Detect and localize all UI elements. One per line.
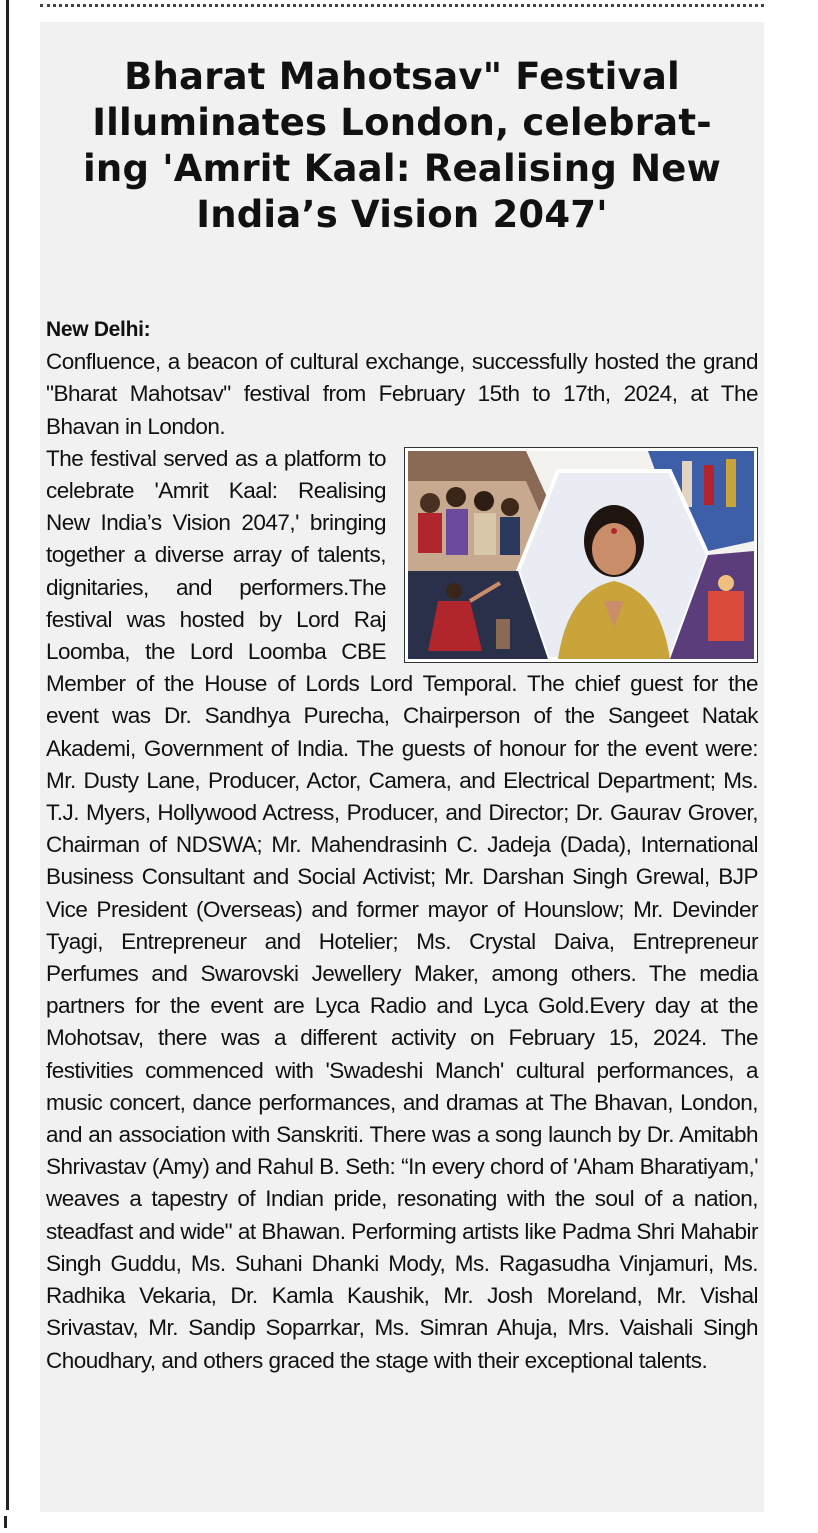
paragraph-main: The festival served as a platform to celebrate 'Amrit Kaal: Realising New India’s Vision 2047,' bringing together a diverse array of talents, dignitaries, and performers.The festival was hosted by Lord Raj Loomba, the Lord Loomba CBE Member of the House of Lords Lord Temporal. The chief guest for the event was Dr. Sandhya Purecha, Chairperson of the Sangeet Natak Akademi, Government of India. The guests of honour for the event were: Mr. Dusty Lane, Producer, Actor, Camera, and Electrical Department; Ms. T.J. Myers, Hollywood Actress, Producer, and Director; Dr. Gaurav Grover, Chairman of NDSWA; Mr. Mahendrasinh C. Jadeja (Dada), International Business Consultant and Social Activist; Mr. Darshan Singh Grewal, BJP Vice President (Overseas) and former mayor of Hounslow; Mr. Devinder Tyagi, Entrepreneur and Hotelier; Ms. Crystal Daiva, Entrepreneur Perfumes and Swarovski Jewellery Maker, among others. The media partners for the event are Lyca Radio and Lyca Gold.Every day at the Mohotsav, there was a different activity on February 15, 2024. The festivities commenced with 'Swadeshi Manch' cultural performances, a music concert, dance performances, and dramas at The Bhavan, London, and an association with Sanskriti. There was a song launch by Dr. Amitabh Shrivastav (Amy) and Rahul B. Seth: “In every chord of 'Aham Bharatiyam,' weaves a tapestry of Indian pride, resonating with the soul of a nation, steadfast and wide" at Bhawan. Performing artists like Padma Shri Mahabir Singh Guddu, Ms. Suhani Dhanki Mody, Ms. Ragasudha Vinjamuri, Ms. Radhika Vekaria, Dr. Kamla Kaushik, Mr. Josh Moreland, Mr. Vishal Srivastav, Mr. Sandip Soparrkar, Ms. Simran Ahuja, Mrs. Vaishali Singh Choudhary, and others graced the stage with their exceptional talents. — [46, 445, 758, 1373]
article-body — [46, 314, 758, 1377]
headline-line: Illuminates London, celebrat- — [92, 100, 712, 144]
dateline: New Delhi: — [46, 318, 151, 341]
article-headline — [40, 54, 764, 238]
news-article — [40, 22, 764, 1512]
left-column-rule — [6, 0, 9, 1510]
photo-collage-icon — [408, 451, 754, 659]
event-photo-collage — [404, 447, 758, 663]
headline-line: Bharat Mahotsav" Festival — [124, 55, 680, 98]
paragraph-intro: Confluence, a beacon of cultural exchange, successfully hosted the grand "Bharat Mahotsav" festival from February 15th to 17th, 2024, at The Bhavan in London. — [46, 349, 758, 439]
headline-line: India’s Vision 2047' — [196, 192, 608, 236]
left-column-rule-tick — [4, 1516, 7, 1528]
headline-line: ing 'Amrit Kaal: Realising New — [83, 146, 721, 190]
top-dotted-separator — [40, 4, 764, 7]
